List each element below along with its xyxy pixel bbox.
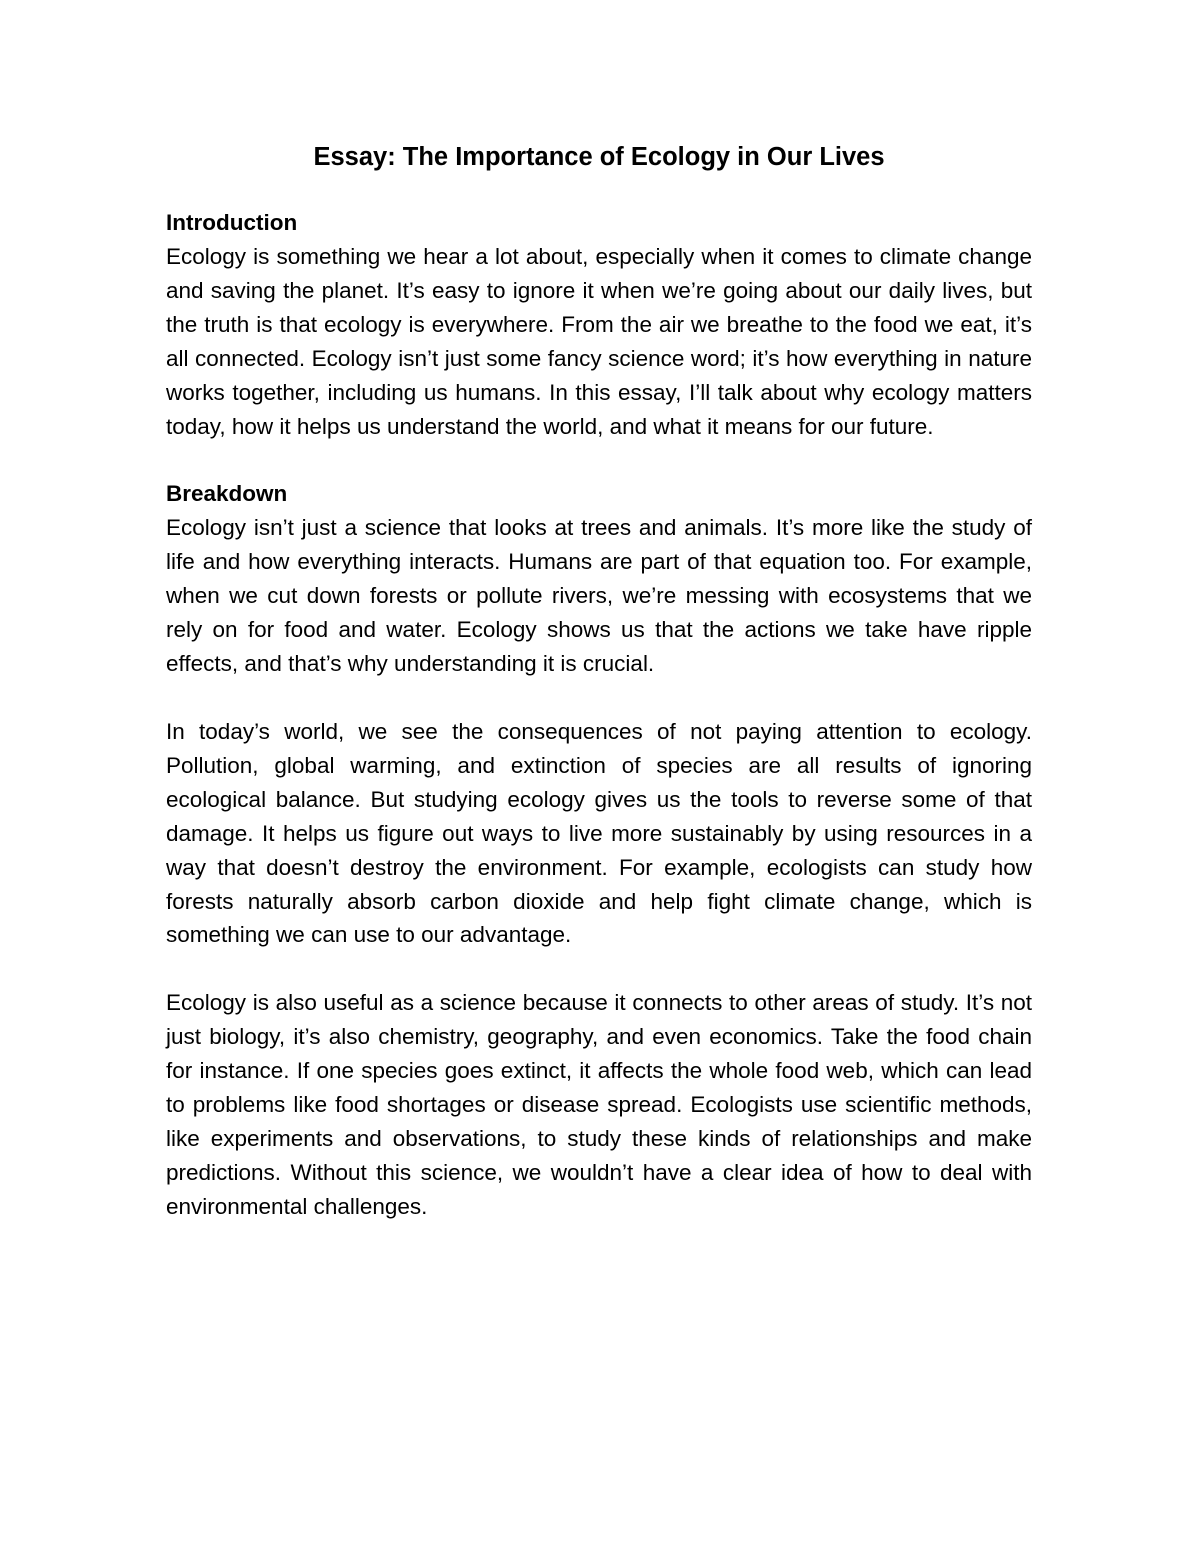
paragraph-spacer xyxy=(166,681,1032,715)
paragraph-breakdown-2: In today’s world, we see the consequences of not paying attention to ecology. Pollution, global warming, and extinction of species are all results of ignoring ecological balance. But studying ecology gives us the tools to reverse some of that damage. It helps us figure out ways to live more sustainably by using resources in a way that doesn’t destroy the environment. For example, ecologists can study how forests naturally absorb carbon dioxide and help fight climate change, which is something we can use to our advantage. xyxy=(166,718,1032,948)
section-heading-introduction: Introduction xyxy=(166,210,298,235)
paragraph-breakdown-3: Ecology is also useful as a science because it connects to other areas of study. It’s not just biology, it’s also chemistry, geography, and even economics. Take the food chain for instance. If one species goes extinct, it affects the whole food web, which can lead to problems like food shortages or disease spread. Ecologists use scientific methods, like experiments and observations, to study these kinds of relationships and make predictions. Without this science, we wouldn’t have a clear idea of how to deal with environmental challenges. xyxy=(166,990,1032,1219)
paragraph-introduction: Ecology is something we hear a lot about, especially when it comes to climate change and saving the planet. It’s easy to ignore it when we’re going about our daily lives, but the truth is that ecology is everywhere. From the air we breathe to the food we eat, it’s all connected. Ecology isn’t just some fancy science word; it’s how everything in nature works together, including us humans. In this essay, I’ll talk about why ecology matters today, how it helps us understand the world, and what it means for our future. xyxy=(166,244,1032,439)
document-page xyxy=(166,138,1032,1224)
paragraph-spacer xyxy=(166,952,1032,986)
section-heading-breakdown: Breakdown xyxy=(166,481,288,507)
paragraph-breakdown-1: Ecology isn’t just a science that looks at trees and animals. It’s more like the study of life and how everything interacts. Humans are part of that equation too. For example, when we cut down forests or pollute rivers, we’re messing with ecosystems that we rely on for food and water. Ecology shows us that the actions we take have ripple effects, and that’s why understanding it is crucial. xyxy=(166,515,1032,677)
paragraph-spacer xyxy=(166,443,1032,477)
document-title: Essay: The Importance of Ecology in Our Lives xyxy=(313,143,885,171)
